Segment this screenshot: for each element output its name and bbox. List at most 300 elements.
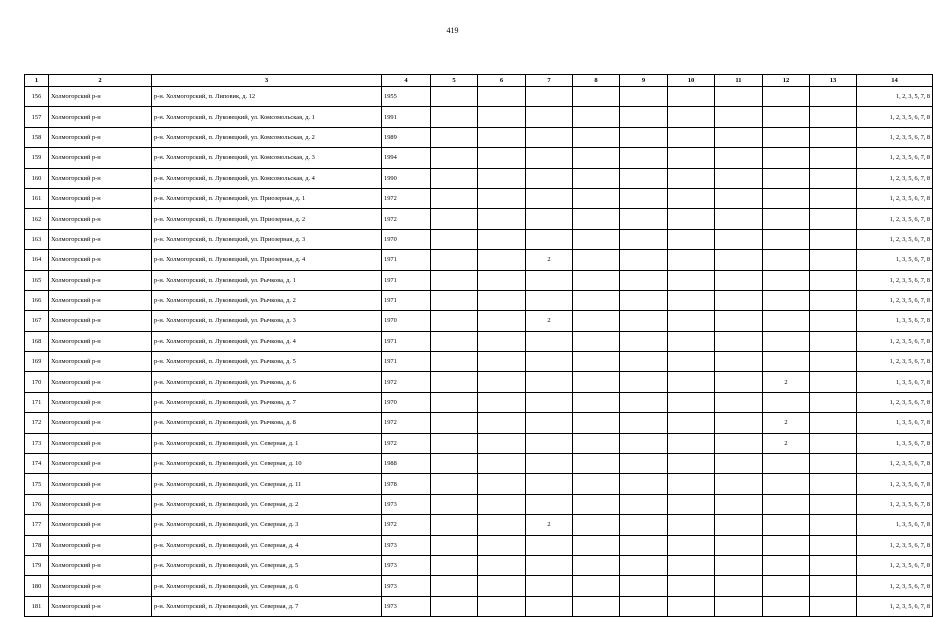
cell-col-11 [715,168,763,188]
cell-col-12 [763,127,810,147]
cell-col-13 [810,352,857,372]
cell-col-10 [668,270,715,290]
cell-year: 1971 [382,270,431,290]
cell-col-11 [715,372,763,392]
table-row [25,474,933,494]
cell-col-8 [573,250,620,270]
cell-col-12 [763,148,810,168]
cell-col-6 [478,250,526,270]
table-row [25,433,933,453]
cell-address: р-н. Холмогорский, п. Луковецкий, ул. Приозерная, д. 1 [152,188,382,208]
cell-row-number: 167 [25,311,49,331]
cell-col-10 [668,555,715,575]
cell-col-13 [810,433,857,453]
cell-col-5 [431,148,478,168]
header-row [25,75,933,87]
page-number: 419 [446,26,459,35]
cell-col-7 [526,352,573,372]
cell-year: 1988 [382,454,431,474]
cell-district: Холмогорский р-н [49,576,152,596]
cell-col-10 [668,494,715,514]
cell-col-7 [526,494,573,514]
cell-col-10 [668,413,715,433]
cell-col-12 [763,290,810,310]
cell-row-number: 175 [25,474,49,494]
cell-row-number: 177 [25,515,49,535]
cell-col-5 [431,576,478,596]
cell-district: Холмогорский р-н [49,535,152,555]
cell-district: Холмогорский р-н [49,392,152,412]
cell-district: Холмогорский р-н [49,596,152,616]
cell-address: р-н. Холмогорский, п. Луковецкий, ул. Рычкова, д. 5 [152,352,382,372]
cell-col-9 [620,474,668,494]
cell-col-8 [573,352,620,372]
cell-col-5 [431,188,478,208]
cell-year: 1971 [382,331,431,351]
column-header: 2 [49,75,152,87]
cell-col-6 [478,372,526,392]
cell-col-6 [478,535,526,555]
cell-address: р-н. Холмогорский, п. Луковецкий, ул. Комсомольская, д. 1 [152,107,382,127]
cell-year: 1973 [382,576,431,596]
cell-col-9 [620,107,668,127]
cell-district: Холмогорский р-н [49,311,152,331]
cell-col-10 [668,148,715,168]
cell-district: Холмогорский р-н [49,87,152,107]
cell-district: Холмогорский р-н [49,188,152,208]
cell-address: р-н. Холмогорский, п. Луковецкий, ул. Северная, д. 10 [152,454,382,474]
cell-col-9 [620,535,668,555]
cell-col-13 [810,311,857,331]
cell-col-10 [668,515,715,535]
cell-col-7 [526,596,573,616]
cell-year: 1990 [382,168,431,188]
table-row [25,331,933,351]
cell-col-7 [526,454,573,474]
cell-row-number: 157 [25,107,49,127]
cell-address: р-н. Холмогорский, п. Луковецкий, ул. Северная, д. 1 [152,433,382,453]
cell-year: 1972 [382,433,431,453]
table-row [25,250,933,270]
table-body [25,87,933,617]
cell-col-11 [715,454,763,474]
cell-col-12 [763,250,810,270]
cell-col-14: 1, 3, 5, 6, 7, 8 [857,250,933,270]
cell-col-6 [478,148,526,168]
cell-col-6 [478,127,526,147]
cell-col-14: 1, 2, 3, 5, 6, 7, 8 [857,331,933,351]
cell-col-9 [620,454,668,474]
cell-district: Холмогорский р-н [49,229,152,249]
table-row [25,188,933,208]
cell-col-9 [620,494,668,514]
cell-col-7 [526,576,573,596]
cell-address: р-н. Холмогорский, п. Луковецкий, ул. Приозерная, д. 3 [152,229,382,249]
cell-col-14: 1, 2, 3, 5, 7, 8 [857,87,933,107]
cell-col-13 [810,290,857,310]
cell-col-5 [431,107,478,127]
cell-col-5 [431,494,478,514]
cell-year: 1991 [382,107,431,127]
cell-row-number: 173 [25,433,49,453]
cell-col-13 [810,535,857,555]
cell-col-10 [668,535,715,555]
column-header: 4 [382,75,431,87]
cell-year: 1972 [382,515,431,535]
cell-row-number: 176 [25,494,49,514]
cell-col-5 [431,372,478,392]
cell-col-8 [573,311,620,331]
cell-col-13 [810,494,857,514]
cell-col-11 [715,515,763,535]
cell-col-11 [715,188,763,208]
cell-col-8 [573,576,620,596]
cell-address: р-н. Холмогорский, п. Луковецкий, ул. Комсомольская, д. 2 [152,127,382,147]
cell-col-13 [810,474,857,494]
cell-col-7 [526,107,573,127]
cell-col-12 [763,474,810,494]
cell-col-7 [526,474,573,494]
cell-col-13 [810,107,857,127]
cell-col-13 [810,229,857,249]
cell-col-14: 1, 2, 3, 5, 6, 7, 8 [857,148,933,168]
cell-address: р-н. Холмогорский, п. Луковецкий, ул. Комсомольская, д. 3 [152,148,382,168]
cell-row-number: 179 [25,555,49,575]
cell-col-11 [715,87,763,107]
cell-col-11 [715,596,763,616]
cell-col-7 [526,188,573,208]
cell-year: 1970 [382,311,431,331]
cell-col-8 [573,494,620,514]
cell-district: Холмогорский р-н [49,555,152,575]
cell-col-11 [715,148,763,168]
cell-address: р-н. Холмогорский, п. Луковецкий, ул. Рычкова, д. 6 [152,372,382,392]
cell-col-14: 1, 3, 5, 6, 7, 8 [857,515,933,535]
cell-col-6 [478,311,526,331]
cell-row-number: 163 [25,229,49,249]
cell-col-9 [620,250,668,270]
cell-col-12 [763,270,810,290]
cell-col-9 [620,331,668,351]
cell-col-10 [668,168,715,188]
cell-row-number: 166 [25,290,49,310]
cell-col-5 [431,290,478,310]
table-row [25,87,933,107]
cell-col-13 [810,87,857,107]
cell-col-11 [715,555,763,575]
cell-col-8 [573,87,620,107]
cell-year: 1972 [382,413,431,433]
cell-col-12: 2 [763,413,810,433]
cell-col-7 [526,87,573,107]
cell-col-5 [431,127,478,147]
cell-year: 1978 [382,474,431,494]
cell-col-10 [668,250,715,270]
cell-year: 1973 [382,596,431,616]
cell-row-number: 180 [25,576,49,596]
cell-row-number: 160 [25,168,49,188]
cell-col-9 [620,87,668,107]
cell-col-13 [810,209,857,229]
cell-col-9 [620,290,668,310]
cell-col-14: 1, 2, 3, 5, 6, 7, 8 [857,352,933,372]
table-row [25,454,933,474]
table-row [25,596,933,616]
cell-row-number: 170 [25,372,49,392]
cell-col-9 [620,555,668,575]
cell-row-number: 161 [25,188,49,208]
cell-address: р-н. Холмогорский, п. Луковецкий, ул. Северная, д. 11 [152,474,382,494]
cell-col-14: 1, 2, 3, 5, 6, 7, 8 [857,535,933,555]
cell-col-5 [431,433,478,453]
cell-col-14: 1, 2, 3, 5, 6, 7, 8 [857,168,933,188]
cell-district: Холмогорский р-н [49,352,152,372]
cell-district: Холмогорский р-н [49,413,152,433]
column-header: 11 [715,75,763,87]
cell-col-9 [620,433,668,453]
housing-registry-table [24,74,933,617]
column-header: 5 [431,75,478,87]
cell-district: Холмогорский р-н [49,107,152,127]
cell-col-12: 2 [763,372,810,392]
cell-col-5 [431,352,478,372]
cell-district: Холмогорский р-н [49,331,152,351]
cell-col-6 [478,270,526,290]
cell-col-7 [526,413,573,433]
cell-col-12 [763,107,810,127]
cell-col-12 [763,229,810,249]
cell-col-5 [431,168,478,188]
cell-col-14: 1, 2, 3, 5, 6, 7, 8 [857,270,933,290]
cell-col-5 [431,392,478,412]
cell-col-11 [715,494,763,514]
cell-col-9 [620,127,668,147]
cell-col-5 [431,413,478,433]
cell-district: Холмогорский р-н [49,127,152,147]
cell-address: р-н. Холмогорский, п. Луковецкий, ул. Северная, д. 3 [152,515,382,535]
cell-col-10 [668,209,715,229]
cell-col-8 [573,107,620,127]
cell-col-8 [573,229,620,249]
cell-year: 1972 [382,372,431,392]
cell-col-9 [620,413,668,433]
cell-col-10 [668,229,715,249]
cell-col-9 [620,372,668,392]
cell-col-10 [668,188,715,208]
cell-district: Холмогорский р-н [49,515,152,535]
cell-col-12 [763,392,810,412]
cell-col-13 [810,454,857,474]
column-header: 14 [857,75,933,87]
cell-col-6 [478,168,526,188]
table-row [25,168,933,188]
column-header: 13 [810,75,857,87]
table-row [25,107,933,127]
table-row [25,576,933,596]
cell-col-11 [715,331,763,351]
cell-col-8 [573,168,620,188]
cell-col-14: 1, 3, 5, 6, 7, 8 [857,311,933,331]
cell-col-7: 2 [526,515,573,535]
table-row [25,413,933,433]
cell-district: Холмогорский р-н [49,454,152,474]
cell-address: р-н. Холмогорский, п. Луковецкий, ул. Рычкова, д. 2 [152,290,382,310]
cell-year: 1994 [382,148,431,168]
column-header: 6 [478,75,526,87]
cell-col-9 [620,576,668,596]
cell-col-8 [573,127,620,147]
cell-col-5 [431,555,478,575]
cell-row-number: 159 [25,148,49,168]
cell-col-6 [478,433,526,453]
cell-col-9 [620,392,668,412]
cell-col-10 [668,107,715,127]
cell-row-number: 172 [25,413,49,433]
cell-address: р-н. Холмогорский, п. Луковецкий, ул. Приозерная, д. 2 [152,209,382,229]
cell-row-number: 171 [25,392,49,412]
cell-col-12 [763,515,810,535]
cell-col-14: 1, 2, 3, 5, 6, 7, 8 [857,555,933,575]
cell-col-11 [715,127,763,147]
column-header: 12 [763,75,810,87]
cell-address: р-н. Холмогорский, п. Луковецкий, ул. Северная, д. 7 [152,596,382,616]
cell-col-9 [620,311,668,331]
cell-district: Холмогорский р-н [49,372,152,392]
cell-col-6 [478,474,526,494]
cell-col-10 [668,290,715,310]
cell-col-9 [620,270,668,290]
cell-row-number: 165 [25,270,49,290]
cell-col-10 [668,331,715,351]
cell-col-12 [763,535,810,555]
cell-col-12 [763,331,810,351]
cell-col-8 [573,555,620,575]
cell-col-6 [478,555,526,575]
cell-col-13 [810,555,857,575]
cell-year: 1973 [382,494,431,514]
cell-col-7 [526,290,573,310]
cell-col-8 [573,413,620,433]
cell-col-5 [431,311,478,331]
cell-col-5 [431,87,478,107]
cell-col-11 [715,392,763,412]
table-row [25,352,933,372]
cell-district: Холмогорский р-н [49,290,152,310]
cell-col-13 [810,250,857,270]
cell-col-12: 2 [763,433,810,453]
cell-col-11 [715,474,763,494]
cell-col-12 [763,209,810,229]
cell-district: Холмогорский р-н [49,433,152,453]
cell-col-13 [810,188,857,208]
cell-address: р-н. Холмогорский, п. Луковецкий, ул. Приозерная, д. 4 [152,250,382,270]
cell-col-13 [810,515,857,535]
cell-col-8 [573,372,620,392]
cell-year: 1955 [382,87,431,107]
cell-col-5 [431,596,478,616]
cell-col-12 [763,555,810,575]
cell-col-8 [573,515,620,535]
cell-col-10 [668,576,715,596]
table-row [25,148,933,168]
table-row [25,555,933,575]
cell-col-13 [810,270,857,290]
cell-col-5 [431,474,478,494]
cell-col-8 [573,188,620,208]
cell-col-13 [810,168,857,188]
cell-col-12 [763,576,810,596]
cell-col-11 [715,229,763,249]
cell-col-5 [431,535,478,555]
cell-district: Холмогорский р-н [49,148,152,168]
cell-col-6 [478,209,526,229]
cell-col-14: 1, 2, 3, 5, 6, 7, 8 [857,188,933,208]
cell-row-number: 168 [25,331,49,351]
cell-col-14: 1, 2, 3, 5, 6, 7, 8 [857,454,933,474]
table-row [25,270,933,290]
cell-row-number: 174 [25,454,49,474]
cell-col-14: 1, 2, 3, 5, 6, 7, 8 [857,494,933,514]
cell-address: р-н. Холмогорский, п. Луковецкий, ул. Комсомольская, д. 4 [152,168,382,188]
cell-col-10 [668,372,715,392]
cell-col-6 [478,413,526,433]
cell-col-8 [573,596,620,616]
cell-district: Холмогорский р-н [49,474,152,494]
cell-col-6 [478,107,526,127]
cell-col-9 [620,168,668,188]
cell-col-8 [573,474,620,494]
cell-col-9 [620,352,668,372]
cell-col-6 [478,352,526,372]
cell-col-14: 1, 2, 3, 5, 6, 7, 8 [857,474,933,494]
cell-col-6 [478,454,526,474]
cell-row-number: 158 [25,127,49,147]
cell-col-10 [668,311,715,331]
cell-col-6 [478,87,526,107]
cell-col-7 [526,209,573,229]
cell-col-13 [810,413,857,433]
cell-year: 1989 [382,127,431,147]
cell-col-11 [715,311,763,331]
cell-col-14: 1, 2, 3, 5, 6, 7, 8 [857,392,933,412]
cell-col-9 [620,229,668,249]
cell-address: р-н. Холмогорский, п. Луковецкий, ул. Северная, д. 4 [152,535,382,555]
cell-col-6 [478,576,526,596]
cell-col-8 [573,392,620,412]
cell-col-11 [715,352,763,372]
cell-col-11 [715,250,763,270]
cell-col-13 [810,576,857,596]
cell-col-9 [620,148,668,168]
cell-col-6 [478,229,526,249]
cell-row-number: 162 [25,209,49,229]
cell-address: р-н. Холмогорский, п. Липовик, д. 12 [152,87,382,107]
column-header: 1 [25,75,49,87]
cell-col-7 [526,433,573,453]
cell-col-12 [763,494,810,514]
cell-col-8 [573,535,620,555]
cell-col-14: 1, 2, 3, 5, 6, 7, 8 [857,290,933,310]
cell-col-7 [526,535,573,555]
cell-col-5 [431,331,478,351]
cell-col-13 [810,148,857,168]
cell-col-6 [478,515,526,535]
cell-col-14: 1, 3, 5, 6, 7, 8 [857,433,933,453]
cell-col-12 [763,596,810,616]
table-row [25,372,933,392]
cell-col-8 [573,290,620,310]
cell-year: 1971 [382,250,431,270]
